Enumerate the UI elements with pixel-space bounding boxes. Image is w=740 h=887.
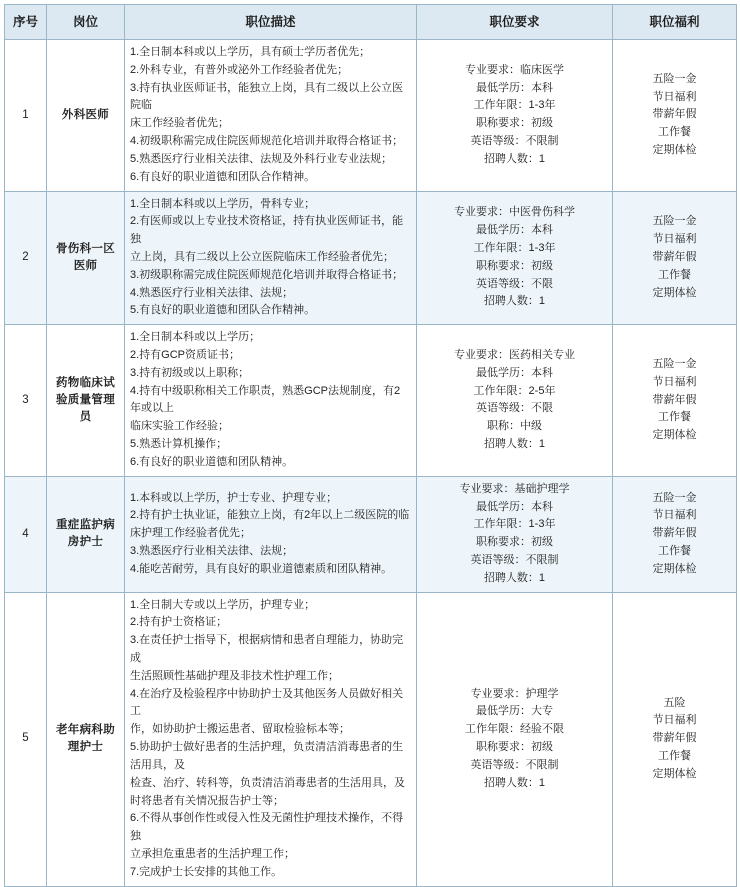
row-post-cell: 外科医师 [47,40,125,192]
row-benefits-cell: 五险一金 节日福利 带薪年假 工作餐 定期体检 [613,325,737,477]
column-header-index: 序号 [5,5,47,40]
row-requirements-cell: 专业要求：医药相关专业 最低学历：本科 工作年限：2-5年 英语等级：不限 职称：中级 招聘人数：1 [417,325,613,477]
row-requirements-cell: 专业要求：基础护理学 最低学历：本科 工作年限：1-3年 职称要求：初级 英语等级：不限制 招聘人数：1 [417,476,613,592]
row-post-cell: 药物临床试验质量管理员 [47,325,125,477]
row-description-cell: 1.全日制本科或以上学历，骨科专业； 2.有医师或以上专业技术资格证，持有执业医师证书，能独 立上岗，具有二级以上公立医院临床工作经验者优先； 3.初级职称需完成住院医师规范化培训并取得合格证书； 4.熟悉医疗行业相关法律、法规； 5.有良好的职业道德和团队合作精神。 [125,191,417,325]
table-row [5,40,737,192]
column-header-requirements: 职位要求 [417,5,613,40]
row-index-cell: 2 [5,191,47,325]
row-post-cell: 骨伤科一区医师 [47,191,125,325]
table-body [5,40,737,887]
row-post-cell: 重症监护病房护士 [47,476,125,592]
job-listing-table [4,4,737,887]
row-benefits-cell: 五险一金 节日福利 带薪年假 工作餐 定期体检 [613,40,737,192]
row-benefits-cell: 五险 节日福利 带薪年假 工作餐 定期体检 [613,592,737,886]
row-post-cell: 老年病科助理护士 [47,592,125,886]
table-row [5,191,737,325]
row-benefits-cell: 五险一金 节日福利 带薪年假 工作餐 定期体检 [613,191,737,325]
row-benefits-cell: 五险一金 节日福利 带薪年假 工作餐 定期体检 [613,476,737,592]
row-requirements-cell: 专业要求：临床医学 最低学历：本科 工作年限：1-3年 职称要求：初级 英语等级：不限制 招聘人数：1 [417,40,613,192]
column-header-benefits: 职位福利 [613,5,737,40]
column-header-description: 职位描述 [125,5,417,40]
row-description-cell: 1.全日制本科或以上学历，具有硕士学历者优先； 2.外科专业，有普外或泌外工作经验者优先； 3.持有执业医师证书，能独立上岗，具有二级以上公立医院临 床工作经验者优先； 4.初级职称需完成住院医师规范化培训并取得合格证书； 5.熟悉医疗行业相关法律、法规及外科行业专业法规； 6.有良好的职业道德和团队合作精神。 [125,40,417,192]
row-index-cell: 3 [5,325,47,477]
row-index-cell: 4 [5,476,47,592]
table-header-row [5,5,737,40]
row-index-cell: 5 [5,592,47,886]
row-description-cell: 1.全日制本科或以上学历； 2.持有GCP资质证书； 3.持有初级或以上职称； 4.持有中级职称相关工作职责，熟悉GCP法规制度，有2年或以上 临床实验工作经验； 5.熟悉计算机操作； 6.有良好的职业道德和团队精神。 [125,325,417,477]
table-row [5,325,737,477]
row-requirements-cell: 专业要求：护理学 最低学历：大专 工作年限：经验不限 职称要求：初级 英语等级：不限制 招聘人数：1 [417,592,613,886]
row-index-cell: 1 [5,40,47,192]
row-description-cell: 1.全日制大专或以上学历，护理专业； 2.持有护士资格证； 3.在责任护士指导下，根据病情和患者自理能力，协助完成 生活照顾性基础护理及非技术性护理工作； 4.在治疗及检验程序中协助护士及其他医务人员做好相关工 作，如协助护士搬运患者、留取检验标本等； 5.协助护士做好患者的生活护理，负责清洁消毒患者的生活用具，及 检查、治疗、转科等，负责清洁消毒患者的生活用具，及 时将患者有关情况报告护士等； 6.不得从事创作性或侵入性及无菌性护理技术操作，不得独 立承担危重患者的生活护理工作； 7.完成护士长安排的其他工作。 [125,592,417,886]
row-description-cell: 1.本科或以上学历，护士专业、护理专业； 2.持有护士执业证，能独立上岗，有2年以上二级医院的临 床护理工作经验者优先； 3.熟悉医疗行业相关法律、法规； 4.能吃苦耐劳，具有良好的职业道德素质和团队精神。 [125,476,417,592]
row-requirements-cell: 专业要求：中医骨伤科学 最低学历：本科 工作年限：1-3年 职称要求：初级 英语等级：不限 招聘人数：1 [417,191,613,325]
table-row [5,476,737,592]
column-header-post: 岗位 [47,5,125,40]
table-row [5,592,737,886]
